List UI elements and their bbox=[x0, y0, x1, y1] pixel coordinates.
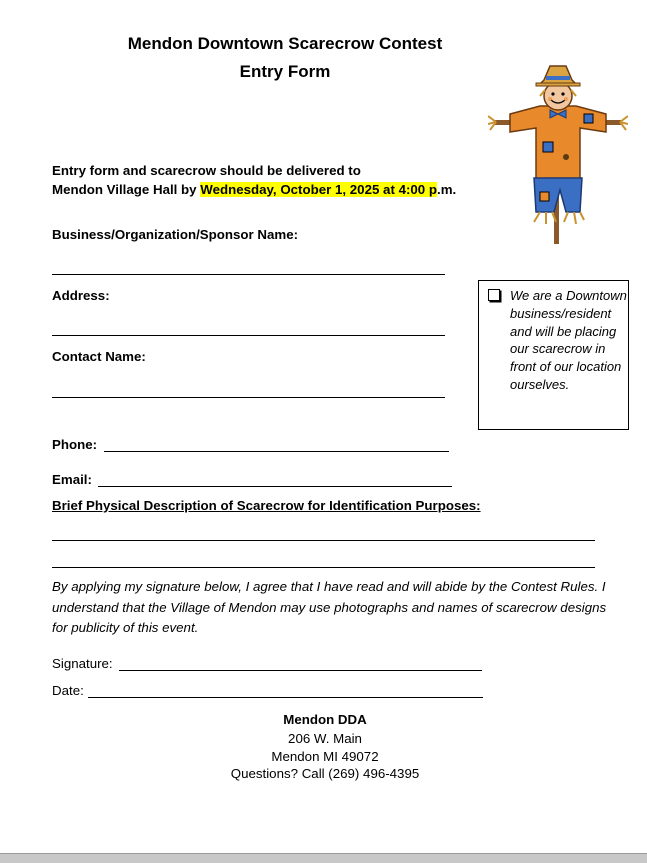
date-label: Date: bbox=[52, 683, 84, 698]
deadline-highlight: Wednesday, October 1, 2025 at 4:00 p bbox=[200, 182, 437, 197]
phone-label: Phone: bbox=[52, 437, 98, 452]
footer-address2: Mendon MI 49072 bbox=[271, 749, 379, 764]
signature-line[interactable] bbox=[119, 670, 482, 671]
agreement-text: By applying my signature below, I agree that I have read and will abide by the Contest Rules. I understand that the Village of Mendon may use photographs and names of scarecrow designs for publicity of this event. bbox=[52, 579, 607, 635]
footer-org: Mendon DDA bbox=[283, 712, 367, 727]
description-line-1[interactable] bbox=[52, 540, 595, 541]
email-label: Email: bbox=[52, 472, 92, 487]
date-line[interactable] bbox=[88, 697, 483, 698]
scarecrow-illustration bbox=[488, 62, 628, 247]
intro-line2-suffix: .m. bbox=[437, 182, 457, 197]
page-title: Mendon Downtown Scarecrow Contest bbox=[127, 34, 443, 53]
address-line[interactable] bbox=[52, 335, 445, 336]
contact-label: Contact Name: bbox=[52, 349, 146, 364]
contact-name-line[interactable] bbox=[52, 397, 445, 398]
signature-label: Signature: bbox=[52, 656, 113, 671]
intro-line2 bbox=[52, 182, 456, 197]
downtown-resident-text: We are a Downtown business/resident and will be placing our scarecrow in front of our location ourselves. bbox=[510, 288, 627, 392]
footer-address1: 206 W. Main bbox=[288, 731, 362, 746]
address-label: Address: bbox=[52, 288, 110, 303]
description-line-2[interactable] bbox=[52, 567, 595, 568]
email-line[interactable] bbox=[98, 486, 452, 487]
downtown-resident-option[interactable] bbox=[478, 280, 629, 430]
description-label: Brief Physical Description of Scarecrow for Identification Purposes: bbox=[52, 498, 481, 513]
phone-line[interactable] bbox=[104, 451, 449, 452]
page-subtitle: Entry Form bbox=[239, 62, 331, 81]
sponsor-name-line[interactable] bbox=[52, 274, 445, 275]
intro-line2-prefix: Mendon Village Hall by bbox=[52, 182, 201, 197]
sponsor-label: Business/Organization/Sponsor Name: bbox=[52, 227, 299, 242]
footer-questions: Questions? Call (269) 496-4395 bbox=[230, 766, 420, 781]
checkbox-icon[interactable] bbox=[488, 289, 500, 301]
intro-line1: Entry form and scarecrow should be delivered to bbox=[52, 163, 361, 178]
